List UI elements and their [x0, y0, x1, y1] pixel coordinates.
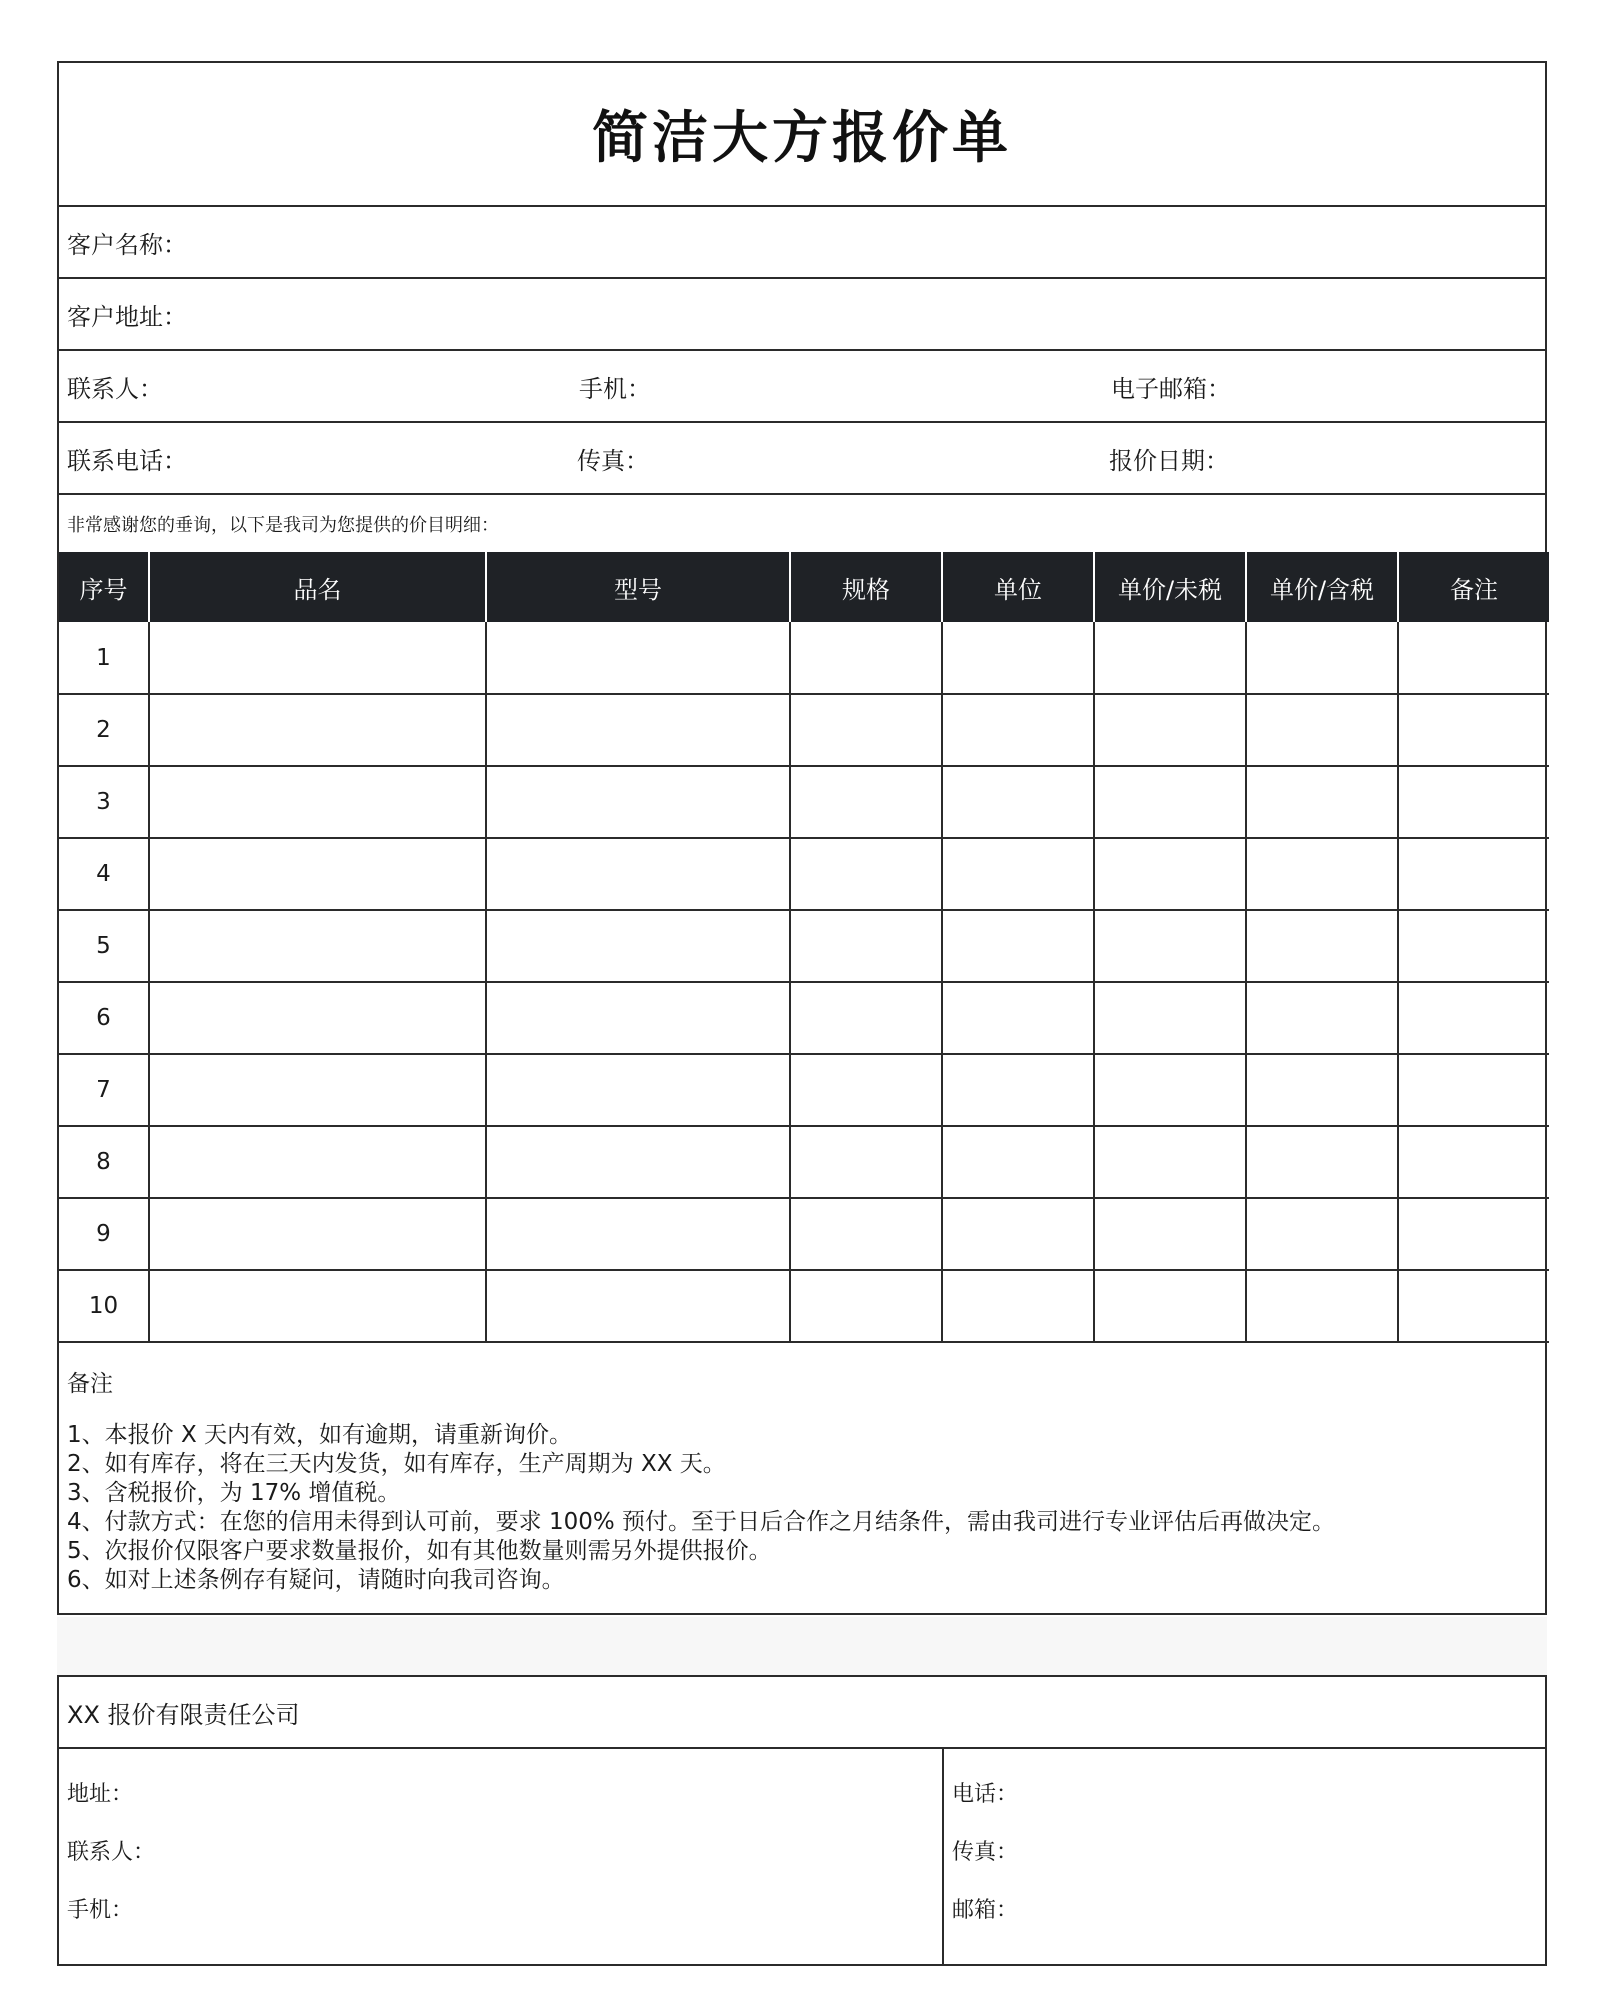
row-index: 4 [59, 838, 149, 910]
footer-left-column [59, 1749, 944, 1964]
footer-contact-label: 联系人： [67, 1840, 156, 1865]
page-title: 简洁大方报价单 [592, 106, 1012, 171]
mobile-label: 手机： [579, 374, 651, 403]
table-cell[interactable] [1398, 1270, 1549, 1342]
table-cell[interactable] [790, 1198, 942, 1270]
table-cell[interactable] [1398, 694, 1549, 766]
table-cell[interactable] [942, 910, 1094, 982]
customer-name-label: 客户名称： [67, 230, 187, 259]
table-row [59, 622, 1549, 694]
table-cell[interactable] [790, 622, 942, 694]
table-cell[interactable] [1398, 622, 1549, 694]
table-row [59, 982, 1549, 1054]
table-cell[interactable] [942, 766, 1094, 838]
customer-address-row [59, 279, 1545, 351]
table-cell[interactable] [790, 910, 942, 982]
remark-item: 3、含税报价，为 17% 增值税。 [67, 1480, 401, 1506]
footer-address-label: 地址： [67, 1782, 134, 1807]
remark-item: 4、付款方式：在您的信用未得到认可前，要求 100% 预付。至于日后合作之月结条件，需由我司进行专业评估后再做决定。 [67, 1509, 1336, 1535]
table-cell[interactable] [1094, 1198, 1246, 1270]
header-spec: 规格 [790, 552, 942, 622]
company-footer [57, 1675, 1547, 1966]
table-cell[interactable] [149, 1198, 486, 1270]
table-cell[interactable] [149, 766, 486, 838]
table-cell[interactable] [1398, 1054, 1549, 1126]
table-cell[interactable] [790, 982, 942, 1054]
footer-mobile-label: 手机： [67, 1898, 134, 1923]
footer-right-column [944, 1749, 1545, 1964]
table-cell[interactable] [1094, 622, 1246, 694]
remarks-title: 备注 [67, 1371, 113, 1397]
table-cell[interactable] [1094, 1054, 1246, 1126]
table-cell[interactable] [1398, 1126, 1549, 1198]
remark-item: 5、次报价仅限客户要求数量报价，如有其他数量则需另外提供报价。 [67, 1538, 772, 1564]
table-cell[interactable] [1094, 910, 1246, 982]
table-cell[interactable] [1398, 1198, 1549, 1270]
table-cell[interactable] [1094, 982, 1246, 1054]
table-cell[interactable] [486, 910, 790, 982]
table-cell[interactable] [1246, 1054, 1398, 1126]
row-index: 1 [59, 622, 149, 694]
table-cell[interactable] [149, 1126, 486, 1198]
table-cell[interactable] [1398, 766, 1549, 838]
table-cell[interactable] [149, 694, 486, 766]
table-cell[interactable] [942, 694, 1094, 766]
phone-label: 联系电话： [67, 446, 187, 475]
table-cell[interactable] [486, 694, 790, 766]
header-index: 序号 [59, 552, 149, 622]
row-index: 10 [59, 1270, 149, 1342]
company-name: XX 报价有限责任公司 [59, 1677, 1545, 1749]
table-cell[interactable] [1094, 694, 1246, 766]
row-index: 2 [59, 694, 149, 766]
quote-sheet [57, 61, 1547, 1615]
table-cell[interactable] [1246, 694, 1398, 766]
table-row [59, 910, 1549, 982]
table-cell[interactable] [149, 982, 486, 1054]
header-price-incl-tax: 单价/含税 [1246, 552, 1398, 622]
table-cell[interactable] [942, 838, 1094, 910]
remark-item: 1、本报价 X 天内有效，如有逾期，请重新询价。 [67, 1422, 573, 1448]
table-cell[interactable] [149, 622, 486, 694]
table-cell[interactable] [1094, 838, 1246, 910]
table-cell[interactable] [790, 766, 942, 838]
table-cell[interactable] [486, 1126, 790, 1198]
table-cell[interactable] [149, 910, 486, 982]
header-price-excl-tax: 单价/未税 [1094, 552, 1246, 622]
table-row [59, 766, 1549, 838]
table-cell[interactable] [1094, 1270, 1246, 1342]
contact-row [59, 351, 1545, 423]
row-index: 8 [59, 1126, 149, 1198]
table-cell[interactable] [1398, 982, 1549, 1054]
phone-row [59, 423, 1545, 495]
remarks-list [67, 1421, 1545, 1595]
table-cell[interactable] [486, 622, 790, 694]
table-cell[interactable] [486, 766, 790, 838]
table-row [59, 1054, 1549, 1126]
remark-item: 6、如对上述条例存有疑问，请随时向我司咨询。 [67, 1567, 565, 1593]
table-cell[interactable] [1246, 766, 1398, 838]
table-cell[interactable] [1246, 910, 1398, 982]
table-cell[interactable] [1246, 1126, 1398, 1198]
table-cell[interactable] [1246, 982, 1398, 1054]
section-gap [57, 1617, 1547, 1677]
customer-address-label: 客户地址： [67, 302, 187, 331]
table-cell[interactable] [942, 622, 1094, 694]
header-remark: 备注 [1398, 552, 1549, 622]
header-product-name: 品名 [149, 552, 486, 622]
table-cell[interactable] [486, 1054, 790, 1126]
table-cell[interactable] [149, 838, 486, 910]
table-row [59, 838, 1549, 910]
table-cell[interactable] [790, 1126, 942, 1198]
table-header-row [59, 552, 1549, 622]
table-cell[interactable] [942, 1270, 1094, 1342]
remark-item: 2、如有库存，将在三天内发货，如有库存，生产周期为 XX 天。 [67, 1451, 726, 1477]
header-model: 型号 [486, 552, 790, 622]
table-cell[interactable] [1398, 838, 1549, 910]
contact-label: 联系人： [67, 374, 163, 403]
table-cell[interactable] [790, 1270, 942, 1342]
table-cell[interactable] [1398, 910, 1549, 982]
table-cell[interactable] [1246, 622, 1398, 694]
table-cell[interactable] [149, 1270, 486, 1342]
table-row [59, 1198, 1549, 1270]
table-cell[interactable] [1094, 1126, 1246, 1198]
table-cell[interactable] [1246, 1198, 1398, 1270]
row-index: 9 [59, 1198, 149, 1270]
table-cell[interactable] [486, 1270, 790, 1342]
footer-email-label: 邮箱： [952, 1898, 1019, 1923]
table-row [59, 1270, 1549, 1342]
table-cell[interactable] [942, 1198, 1094, 1270]
table-cell[interactable] [1246, 838, 1398, 910]
table-cell[interactable] [1094, 766, 1246, 838]
table-cell[interactable] [486, 1198, 790, 1270]
table-row [59, 1126, 1549, 1198]
table-cell[interactable] [942, 1054, 1094, 1126]
table-cell[interactable] [149, 1054, 486, 1126]
table-cell[interactable] [790, 838, 942, 910]
row-index: 5 [59, 910, 149, 982]
intro-row [59, 495, 1545, 552]
footer-fax-label: 传真： [952, 1840, 1019, 1865]
customer-name-row [59, 207, 1545, 279]
table-cell[interactable] [486, 982, 790, 1054]
table-cell[interactable] [790, 694, 942, 766]
remarks-section [59, 1343, 1545, 1615]
date-label: 报价日期： [1109, 446, 1229, 475]
table-row [59, 694, 1549, 766]
row-index: 3 [59, 766, 149, 838]
table-cell[interactable] [486, 838, 790, 910]
title-row [59, 63, 1545, 207]
fax-label: 传真： [577, 446, 649, 475]
table-cell[interactable] [1246, 1270, 1398, 1342]
table-cell[interactable] [942, 1126, 1094, 1198]
table-cell[interactable] [790, 1054, 942, 1126]
row-index: 7 [59, 1054, 149, 1126]
header-unit: 单位 [942, 552, 1094, 622]
footer-phone-label: 电话： [952, 1782, 1019, 1807]
intro-text: 非常感谢您的垂询，以下是我司为您提供的价目明细： [67, 514, 499, 536]
table-cell[interactable] [942, 982, 1094, 1054]
items-table [59, 552, 1549, 1343]
email-label: 电子邮箱： [1111, 374, 1231, 403]
row-index: 6 [59, 982, 149, 1054]
